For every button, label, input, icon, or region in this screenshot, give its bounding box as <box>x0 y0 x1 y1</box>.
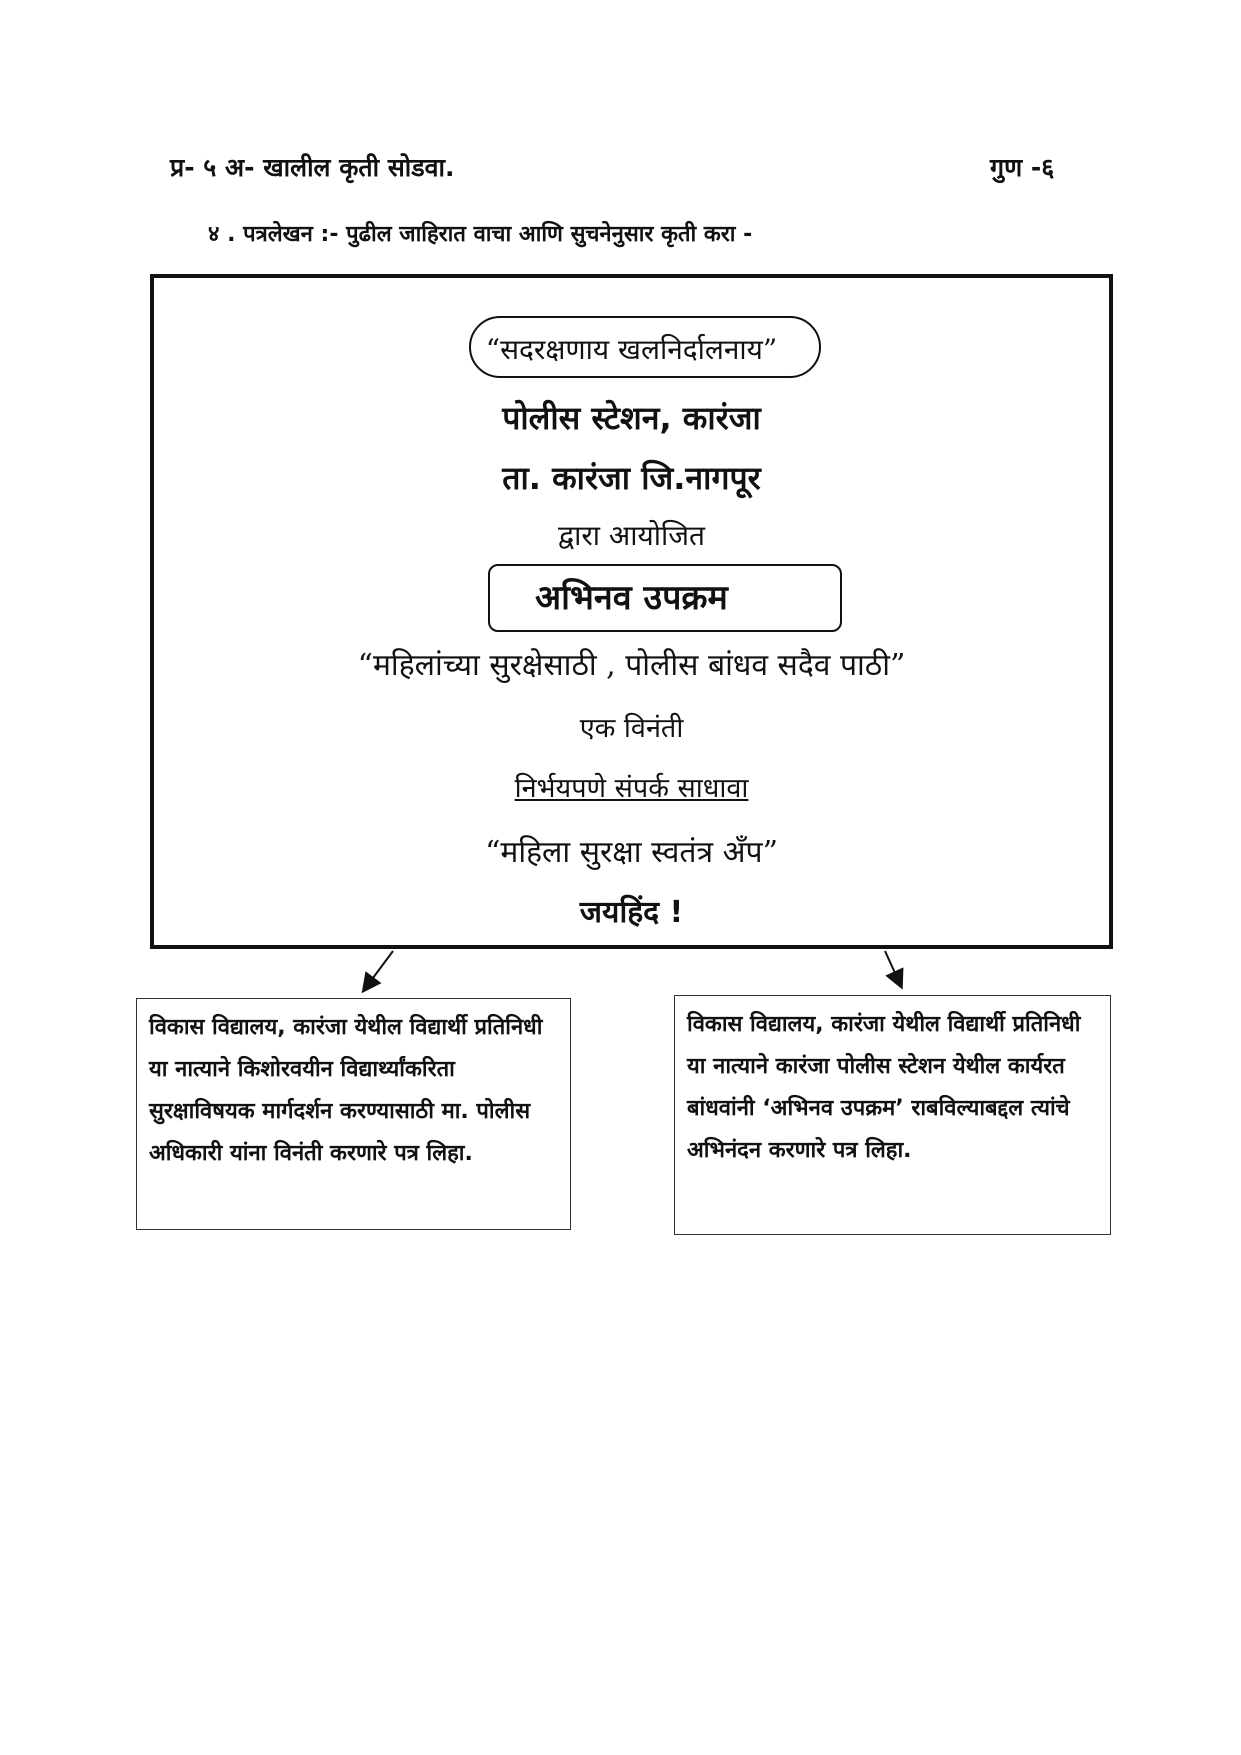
app-name: “महिला सुरक्षा स्वतंत्र अँप” <box>485 835 778 870</box>
police-motto: “सदरक्षणाय खलनिर्दालनाय” <box>485 333 778 366</box>
slogan: “महिलांच्या सुरक्षेसाठी , पोलीस बांधव सदैव पाठी” <box>357 648 906 683</box>
marks-label: गुण -६ <box>990 153 1055 182</box>
police-station-name: पोलीस स्टेशन, कारंजा <box>502 399 761 437</box>
taluka-district: ता. कारंजा जि.नागपूर <box>502 459 761 497</box>
right-arrow <box>885 951 901 986</box>
contact-line: निर्भयपणे संपर्क साधावा <box>514 773 749 804</box>
task-box-left: विकास विद्यालय, कारंजा येथील विद्यार्थी प्रतिनिधी या नात्याने किशोरवयीन विद्यार्थ्यांकरिता सुरक्षाविषयक मार्गदर्शन करण्यासाठी मा. पोलीस अधिकारी यांना विनंती करणारे पत्र लिहा. <box>136 998 571 1230</box>
task-box-right: विकास विद्यालय, कारंजा येथील विद्यार्थी प्रतिनिधी या नात्याने कारंजा पोलीस स्टेशन येथील कार्यरत बांधवांनी ‘अभिनव उपक्रम’ राबविल्याबद्दल त्यांचे अभिनंदन करणारे पत्र लिहा. <box>674 995 1111 1235</box>
initiative-title: अभिनव उपक्रम <box>535 578 728 618</box>
left-arrow <box>364 951 393 990</box>
closing-line: जयहिंद ! <box>579 895 684 930</box>
subquestion-instruction: ४ . पत्रलेखन :- पुढील जाहिरात वाचा आणि सुचनेनुसार कृती करा - <box>208 222 753 247</box>
question-header: प्र- ५ अ- खालील कृती सोडवा. <box>170 153 455 182</box>
request-line: एक विनंती <box>579 713 684 744</box>
organised-by: द्वारा आयोजित <box>557 519 706 552</box>
